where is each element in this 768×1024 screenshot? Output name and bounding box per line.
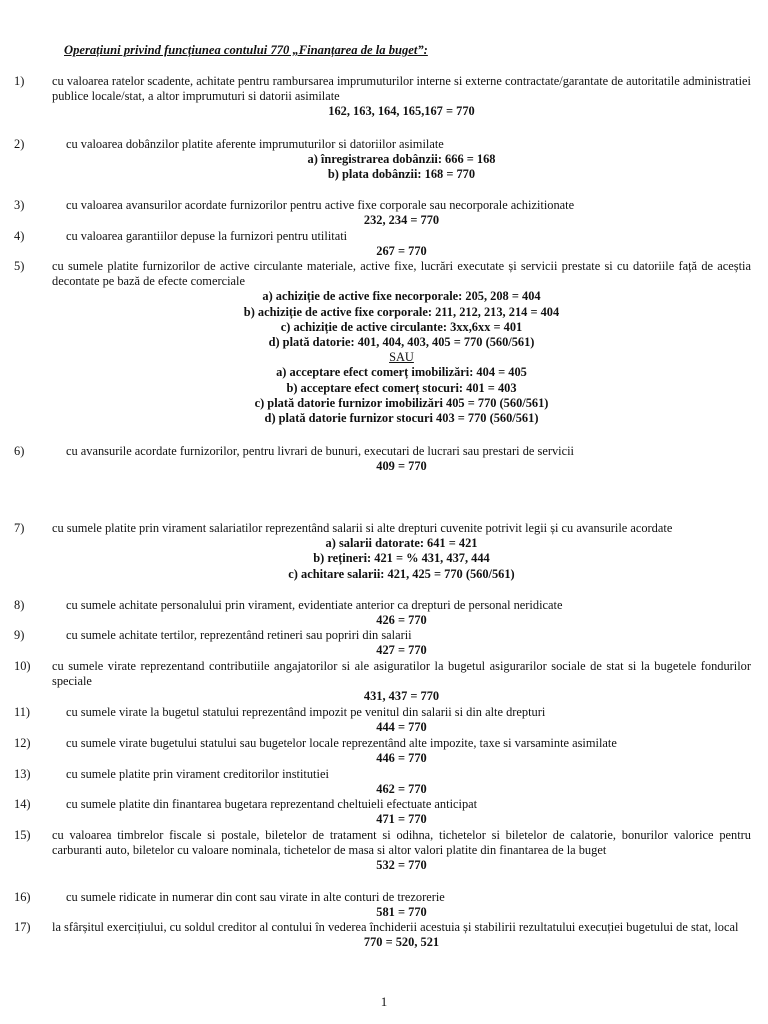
item-subentry: c) achiziție de active circulante: 3xx,6xx = 401 [280, 319, 523, 334]
item-number: 3) [14, 198, 25, 212]
item-subentry: b) achiziție de active fixe corporale: 211, 212, 213, 214 = 404 [243, 304, 560, 319]
list-item-4 [0, 229, 768, 259]
item-number: 5) [14, 259, 25, 273]
list-item-2 [0, 137, 768, 183]
list-item-13 [0, 767, 768, 797]
item-number: 4) [14, 229, 25, 243]
item-subentry: a) acceptare efect comerț imobilizări: 404 = 405 [276, 365, 527, 380]
item-text: cu sumele virate reprezentand contributiile angajatorilor si ale asiguratilor la bugetul asigurarilor sociale de stat si la bugetele fondurilor speciale [52, 659, 751, 689]
item-subentry: d) plată datorie furnizor stocuri 403 = 770 (560/561) [264, 411, 539, 426]
list-item-14 [0, 797, 768, 827]
item-text: cu avansurile acordate furnizorilor, pentru livrari de bunuri, executari de lucrari sau prestari de servicii [66, 444, 574, 458]
item-number: 10) [14, 659, 31, 673]
item-subentry: b) plata dobânzii: 168 = 770 [327, 167, 476, 182]
item-text: cu sumele achitate tertilor, reprezentând retineri sau popriri din salarii [66, 628, 412, 642]
item-formula: 444 = 770 [376, 720, 427, 735]
page-number: 1 [380, 994, 388, 1009]
item-number: 1) [14, 74, 25, 88]
list-item-17 [0, 920, 768, 950]
item-subentry: a) salarii datorate: 641 = 421 [325, 536, 478, 551]
item-number: 11) [14, 705, 31, 719]
list-item-12 [0, 736, 768, 766]
item-formula: 770 = 520, 521 [363, 935, 440, 950]
item-subentry: d) plată datorie: 401, 404, 403, 405 = 770 (560/561) [268, 335, 535, 350]
item-number: 9) [14, 628, 25, 642]
item-formula: 427 = 770 [376, 643, 427, 658]
item-formula: 409 = 770 [376, 459, 427, 474]
page-title: Operațiuni privind funcțiunea contului 770 „Finanțarea de la buget”: [64, 43, 428, 57]
item-subentry: c) achitare salarii: 421, 425 = 770 (560/561) [288, 566, 515, 581]
item-text: cu sumele virate bugetului statului sau bugetelor locale reprezentând alte impozite, taxe si varsaminte asimilate [66, 736, 617, 750]
item-formula: 532 = 770 [376, 858, 427, 873]
list-item-3 [0, 198, 768, 228]
item-formula: 267 = 770 [376, 244, 427, 259]
item-text: cu sumele virate la bugetul statului reprezentând impozit pe venitul din salarii si din alte drepturi [66, 705, 546, 719]
item-number: 8) [14, 598, 25, 612]
item-text: cu sumele platite prin virament salariatilor reprezentând salarii si alte drepturi cuvenite potrivit legii și cu avansurile acordate [52, 521, 673, 535]
item-number: 12) [14, 736, 31, 750]
item-subentry: b) rețineri: 421 = % 431, 437, 444 [313, 551, 490, 566]
list-item-1 [0, 74, 768, 120]
item-text: cu valoarea dobânzilor platite aferente imprumuturilor si datoriilor asimilate [66, 137, 444, 151]
list-item-10 [0, 659, 768, 705]
list-item-11 [0, 705, 768, 735]
item-text: cu sumele platite prin virament creditorilor institutiei [66, 767, 329, 781]
item-text: cu valoarea ratelor scadente, achitate pentru rambursarea imprumuturilor interne si externe contractate/garantate de autoritatile administratiei publice locale/stat, a altor imprumuturi si datorii asimilate [52, 74, 751, 104]
list-item-16 [0, 890, 768, 920]
list-item-8 [0, 598, 768, 628]
item-subentry: c) plată datorie furnizor imobilizări 405 = 770 (560/561) [254, 395, 549, 410]
item-formula: 581 = 770 [376, 905, 427, 920]
list-item-5 [0, 259, 768, 426]
item-subentry: b) acceptare efect comerț stocuri: 401 = 403 [286, 380, 517, 395]
item-formula: 426 = 770 [376, 613, 427, 628]
item-number: 2) [14, 137, 25, 151]
list-item-6 [0, 444, 768, 474]
item-formula: 431, 437 = 770 [363, 689, 440, 704]
item-number: 15) [14, 828, 31, 842]
alternative-separator: SAU [389, 350, 414, 365]
item-formula: 162, 163, 164, 165,167 = 770 [328, 104, 475, 119]
item-text: cu sumele ridicate in numerar din cont sau virate in alte conturi de trezorerie [66, 890, 445, 904]
item-number: 6) [14, 444, 25, 458]
item-text: cu valoarea avansurilor acordate furnizorilor pentru active fixe corporale sau necorporale achizitionate [66, 198, 575, 212]
list-item-7 [0, 521, 768, 582]
list-item-9 [0, 628, 768, 658]
item-formula: 462 = 770 [376, 782, 427, 797]
item-formula: 232, 234 = 770 [363, 213, 440, 228]
item-text: cu sumele platite din finantarea bugetara reprezentand cheltuieli efectuate anticipat [66, 797, 478, 811]
item-number: 14) [14, 797, 31, 811]
item-number: 13) [14, 767, 31, 781]
item-number: 16) [14, 890, 31, 904]
item-subentry: a) înregistrarea dobânzii: 666 = 168 [307, 152, 496, 167]
item-text: la sfârșitul exercițiului, cu soldul creditor al contului în vederea închiderii acestuia și stabilirii rezultatului execuției bugetului de stat, local [52, 920, 739, 934]
item-number: 7) [14, 521, 25, 535]
item-formula: 471 = 770 [376, 812, 427, 827]
item-subentry: a) achiziție de active fixe necorporale: 205, 208 = 404 [262, 289, 541, 304]
list-item-15 [0, 828, 768, 874]
item-text: cu sumele achitate personalului prin virament, evidentiate anterior ca drepturi de personal neridicate [66, 598, 563, 612]
item-text: cu sumele platite furnizorilor de active circulante materiale, active fixe, lucrări executate și servicii prestate si cu datoriile față de aceștia decontate pe bază de efecte comerciale [52, 259, 751, 289]
item-text: cu valoarea timbrelor fiscale si postale, biletelor de tratament si odihna, tichetelor si biletelor de calatorie, bonurilor valorice pentru carburanti auto, biletelor cu valoare nominala, tichetelor de masa si altor valori platite din finantarea de la buget [52, 828, 751, 858]
item-text: cu valoarea garantiilor depuse la furnizori pentru utilitati [66, 229, 348, 243]
item-number: 17) [14, 920, 31, 934]
item-formula: 446 = 770 [376, 751, 427, 766]
